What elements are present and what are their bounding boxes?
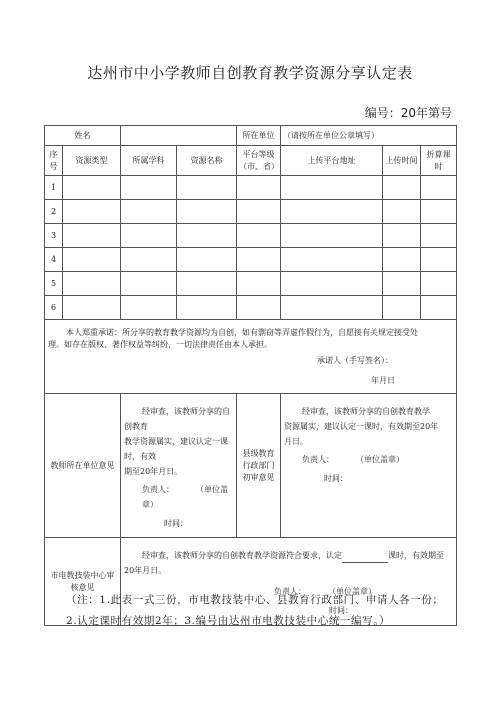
- table-row: [45, 224, 457, 248]
- cell[interactable]: [237, 272, 281, 296]
- cell[interactable]: [121, 200, 177, 224]
- cell[interactable]: [383, 296, 421, 320]
- county-responsible: [284, 452, 453, 467]
- city-resp-label: 负责人：: [274, 587, 306, 596]
- cell[interactable]: [237, 248, 281, 272]
- school-time: 时间：: [164, 519, 188, 528]
- school-line-3: 期至20年月日。: [124, 467, 183, 476]
- table-row: [45, 272, 457, 296]
- name-field[interactable]: [121, 126, 237, 146]
- cell[interactable]: [383, 248, 421, 272]
- cell[interactable]: [281, 200, 383, 224]
- cell[interactable]: [281, 272, 383, 296]
- cell[interactable]: [421, 224, 457, 248]
- cell[interactable]: [177, 248, 237, 272]
- cell[interactable]: [421, 272, 457, 296]
- school-opinion-label: 教师所在单位意见: [45, 394, 121, 538]
- cell[interactable]: [237, 296, 281, 320]
- cell[interactable]: [383, 224, 421, 248]
- city-line-1b: 课时，有效期至: [388, 551, 444, 560]
- cell[interactable]: [177, 272, 237, 296]
- serial-number: 编号：20年第号: [364, 106, 452, 120]
- county-line-3: 月日。: [284, 437, 308, 446]
- unit-hint: （请按所在单位公章填写）: [283, 130, 379, 140]
- cell[interactable]: [121, 176, 177, 200]
- cell[interactable]: [421, 200, 457, 224]
- city-opinion-label: 市电教技装中心审核意见: [45, 538, 121, 626]
- upload-url-header: 上传平台地址: [281, 146, 383, 176]
- county-opinion[interactable]: [281, 394, 457, 538]
- footnote: （注：1.此表一式三份，市电教技装中心、县教育行政部门、申请人各一份；2.认定课时有效期2年；3.编号由达州市电教技装中心统一编写。）: [66, 594, 444, 627]
- city-line-1a: 经审查，该教师分享的自创教育教学资源符合要求，认定: [142, 551, 342, 560]
- cell[interactable]: [121, 272, 177, 296]
- county-time: 时间：: [324, 474, 348, 483]
- table-row: [45, 248, 457, 272]
- cell[interactable]: [63, 176, 121, 200]
- name-label: 姓名: [45, 126, 121, 146]
- seq-header: 序号: [45, 146, 63, 176]
- row-number: 1: [45, 176, 63, 200]
- city-line-1: [124, 548, 453, 563]
- review-row: [45, 394, 457, 538]
- cell[interactable]: [63, 224, 121, 248]
- platform-level-header: 平台等级（市、省）: [237, 146, 281, 176]
- hours-blank[interactable]: [342, 553, 388, 563]
- cell[interactable]: [63, 200, 121, 224]
- cell[interactable]: [237, 176, 281, 200]
- pledge-section: [45, 320, 457, 394]
- cell[interactable]: [421, 176, 457, 200]
- cell[interactable]: [121, 224, 177, 248]
- cell[interactable]: [63, 272, 121, 296]
- row-number: 4: [45, 248, 63, 272]
- school-responsible: [124, 482, 233, 512]
- name-row: [45, 126, 457, 146]
- cell[interactable]: [63, 248, 121, 272]
- city-time: 时间：: [329, 606, 353, 615]
- form-title: 达州市中小学教师自创教育教学资源分享认定表: [87, 64, 413, 82]
- pledge-text-2: 理。如存在版权、著作权益等纠纷，一切法律责任由本人承担。: [48, 339, 272, 349]
- subject-header: 所属学科: [121, 146, 177, 176]
- cell[interactable]: [383, 176, 421, 200]
- school-seal: （单位盖章）: [142, 485, 228, 509]
- resource-name-header: 资源名称: [177, 146, 237, 176]
- header-row: [45, 146, 457, 176]
- cell[interactable]: [237, 224, 281, 248]
- pledge-date: 年月日: [371, 375, 396, 385]
- cell[interactable]: [421, 296, 457, 320]
- cell[interactable]: [281, 248, 383, 272]
- city-line-2: 20年月日。: [124, 566, 167, 575]
- row-number: 3: [45, 224, 63, 248]
- county-seal: （单位盖章）: [356, 455, 404, 464]
- pledge-text-1: 本人郑重承诺：所分享的教育教学资源均为自创，如有剽窃等弄虚作假行为，自愿接有关规定接受处: [66, 327, 418, 337]
- cell[interactable]: [177, 176, 237, 200]
- row-number: 6: [45, 296, 63, 320]
- cell[interactable]: [383, 200, 421, 224]
- cell[interactable]: [421, 248, 457, 272]
- unit-label: 所在单位: [237, 126, 281, 146]
- table-row: [45, 296, 457, 320]
- county-opinion-label: 县级教育行政部门初审意见: [237, 394, 281, 538]
- school-line-2: 教学资源属实，建议认定一课时，有效: [124, 437, 228, 461]
- county-line-1: 经审查，该教师分享的自创教育教学: [302, 407, 430, 416]
- unit-field[interactable]: [281, 126, 457, 146]
- cell[interactable]: [281, 176, 383, 200]
- cell[interactable]: [177, 296, 237, 320]
- cell[interactable]: [281, 224, 383, 248]
- school-line-1: 经审查，该教师分享的自创教育: [124, 407, 230, 431]
- city-seal: （单位盖章）: [328, 587, 376, 596]
- pledge-row: [45, 320, 457, 394]
- resource-type-header: 资源类型: [63, 146, 121, 176]
- row-number: 5: [45, 272, 63, 296]
- converted-hours-header: 折算课时: [421, 146, 457, 176]
- county-resp-label: 负责人：: [302, 455, 334, 464]
- cell[interactable]: [121, 296, 177, 320]
- cell[interactable]: [121, 248, 177, 272]
- table-row: [45, 200, 457, 224]
- pledge-signature: 承诺人（手写签名）：: [317, 355, 394, 365]
- cell[interactable]: [177, 200, 237, 224]
- school-opinion[interactable]: [121, 394, 237, 538]
- county-line-2: 资源属实，建议认定一课时，有效期至20年: [284, 422, 439, 431]
- table-row: [45, 176, 457, 200]
- recognition-form-table: [44, 125, 457, 626]
- cell[interactable]: [281, 296, 383, 320]
- school-resp-label: 负责人：: [142, 485, 174, 494]
- cell[interactable]: [177, 224, 237, 248]
- cell[interactable]: [237, 200, 281, 224]
- cell[interactable]: [383, 272, 421, 296]
- upload-time-header: 上传时间: [383, 146, 421, 176]
- cell[interactable]: [63, 296, 121, 320]
- row-number: 2: [45, 200, 63, 224]
